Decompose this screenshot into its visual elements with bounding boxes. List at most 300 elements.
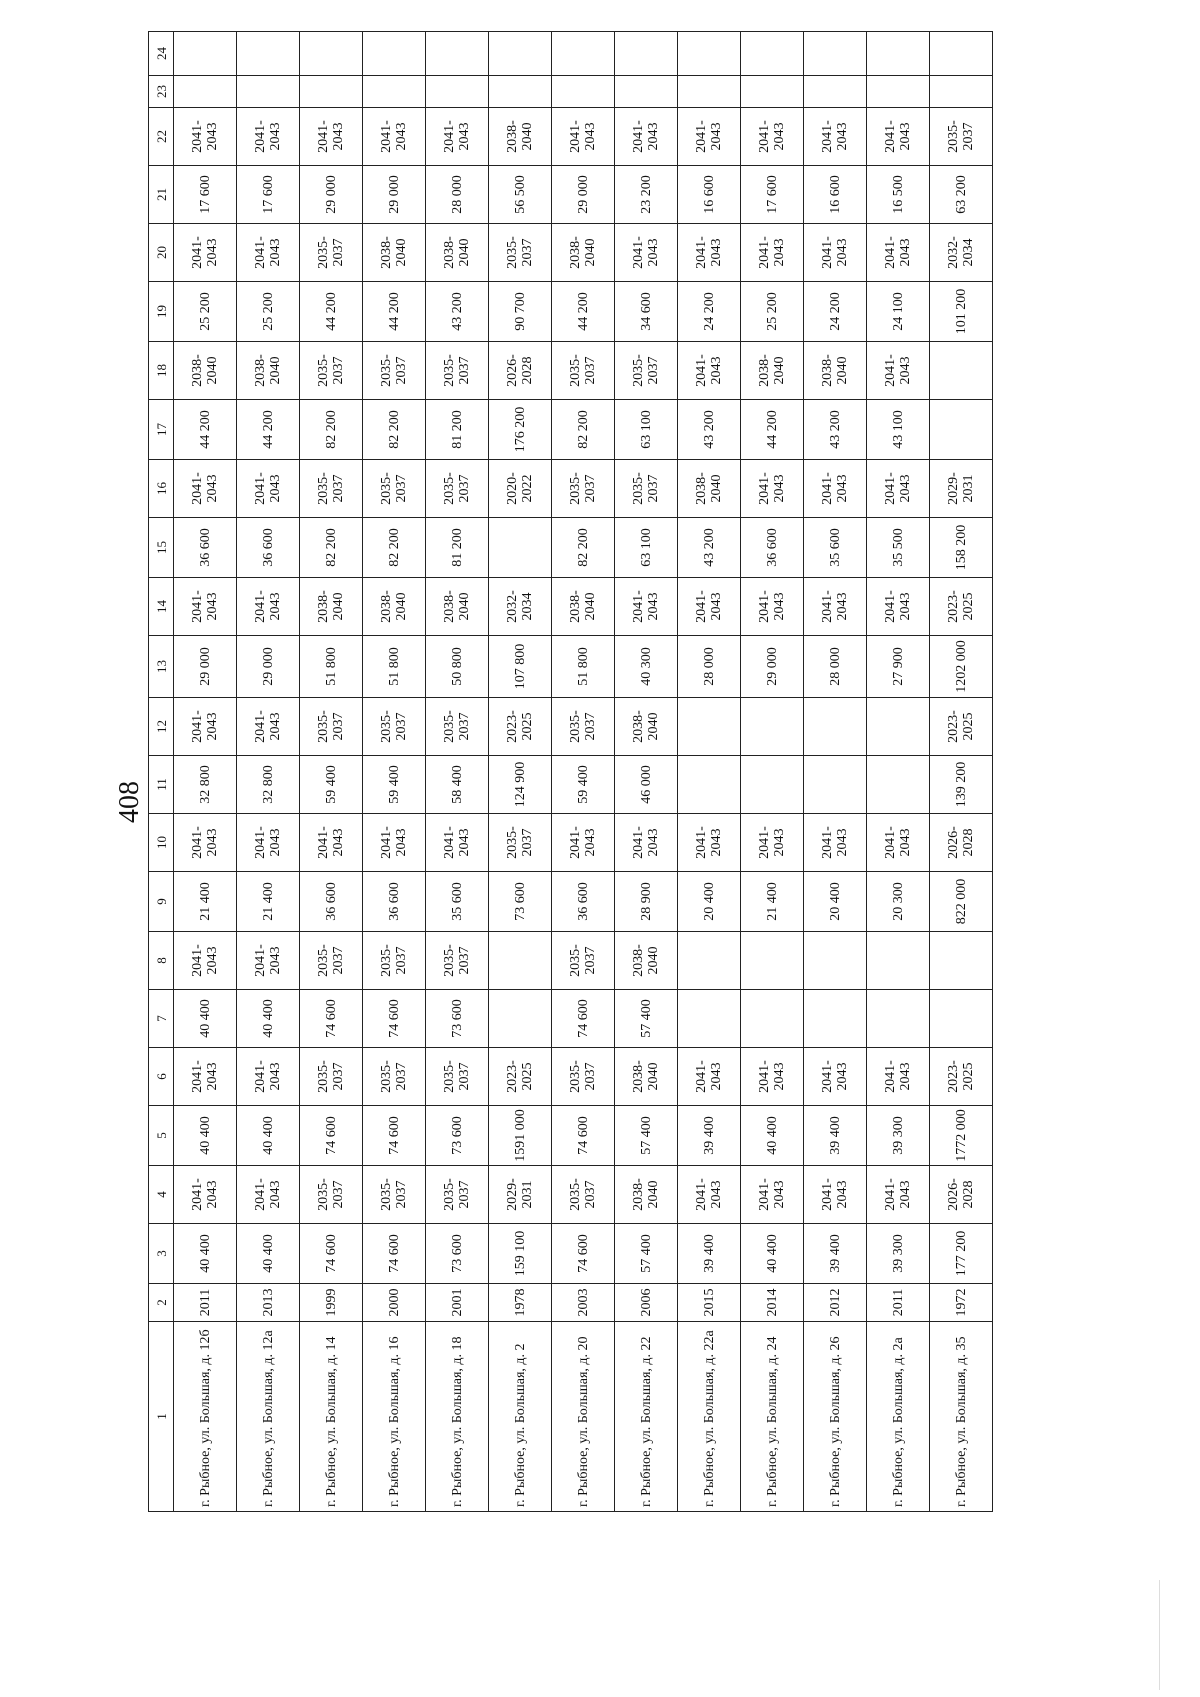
- table-cell: 21 400: [174, 872, 237, 932]
- column-number: 1: [149, 1322, 174, 1512]
- table-cell: 2041-2043: [741, 108, 804, 166]
- table-cell: 2011: [174, 1284, 237, 1322]
- table-cell: [741, 932, 804, 990]
- column-number: 12: [149, 698, 174, 756]
- table-cell: [489, 932, 552, 990]
- table-cell: [678, 76, 741, 108]
- column-number: 21: [149, 166, 174, 224]
- table-cell: 2041-2043: [552, 814, 615, 872]
- table-cell: 2035-2037: [300, 224, 363, 282]
- table-cell: 29 000: [741, 636, 804, 698]
- table-cell: 44 200: [741, 400, 804, 460]
- table-cell: [489, 32, 552, 76]
- table-cell: 36 600: [552, 872, 615, 932]
- table-cell: 2038-2040: [615, 932, 678, 990]
- address-cell: г. Рыбное, ул. Большая, д. 20: [552, 1322, 615, 1512]
- table-cell: 2035-2037: [363, 1166, 426, 1224]
- table-cell: [804, 756, 867, 814]
- table-cell: 43 200: [426, 282, 489, 342]
- table-cell: [741, 32, 804, 76]
- table-cell: 2032-2034: [489, 578, 552, 636]
- table-cell: 2041-2043: [174, 814, 237, 872]
- table-cell: 40 400: [174, 1106, 237, 1166]
- table-cell: 59 400: [363, 756, 426, 814]
- table-cell: 139 200: [930, 756, 993, 814]
- table-cell: 2035-2037: [300, 698, 363, 756]
- table-cell: 159 100: [489, 1224, 552, 1284]
- table-cell: 2032-2034: [930, 224, 993, 282]
- data-table: [148, 31, 993, 1512]
- table-cell: 74 600: [300, 1224, 363, 1284]
- table-cell: 2041-2043: [174, 224, 237, 282]
- table-cell: 1999: [300, 1284, 363, 1322]
- table-cell: 2035-2037: [300, 1048, 363, 1106]
- table-cell: 2035-2037: [426, 698, 489, 756]
- table-cell: 2038-2040: [363, 578, 426, 636]
- address-cell: г. Рыбное, ул. Большая, д. 2а: [867, 1322, 930, 1512]
- table-cell: 36 600: [363, 872, 426, 932]
- table-cell: 2041-2043: [174, 932, 237, 990]
- table-cell: 35 600: [804, 518, 867, 578]
- table-cell: [741, 698, 804, 756]
- table-cell: 39 400: [678, 1106, 741, 1166]
- table-cell: [867, 698, 930, 756]
- table-cell: 2041-2043: [678, 1048, 741, 1106]
- table-cell: 51 800: [300, 636, 363, 698]
- table-cell: 36 600: [300, 872, 363, 932]
- table-cell: 59 400: [552, 756, 615, 814]
- table-cell: 2035-2037: [426, 932, 489, 990]
- table-cell: 40 400: [237, 1224, 300, 1284]
- table-cell: [741, 756, 804, 814]
- table-cell: 25 200: [174, 282, 237, 342]
- table-cell: 82 200: [552, 518, 615, 578]
- table-cell: 2041-2043: [615, 108, 678, 166]
- table-row: [678, 32, 741, 1512]
- table-cell: 44 200: [363, 282, 426, 342]
- address-cell: г. Рыбное, ул. Большая, д. 24: [741, 1322, 804, 1512]
- table-cell: 2041-2043: [741, 224, 804, 282]
- table-cell: [804, 698, 867, 756]
- table-cell: 32 800: [237, 756, 300, 814]
- table-cell: 74 600: [363, 1106, 426, 1166]
- table-cell: [867, 990, 930, 1048]
- address-cell: г. Рыбное, ул. Большая, д. 14: [300, 1322, 363, 1512]
- table-cell: 28 900: [615, 872, 678, 932]
- table-cell: 2035-2037: [300, 460, 363, 518]
- table-cell: 2035-2037: [615, 342, 678, 400]
- table-cell: 2041-2043: [867, 460, 930, 518]
- table-cell: 2026-2028: [930, 814, 993, 872]
- table-cell: [741, 76, 804, 108]
- table-cell: 23 200: [615, 166, 678, 224]
- table-cell: 2038-2040: [615, 698, 678, 756]
- table-cell: 20 400: [804, 872, 867, 932]
- table-cell: 28 000: [804, 636, 867, 698]
- table-cell: 43 200: [678, 518, 741, 578]
- table-cell: [930, 400, 993, 460]
- address-cell: г. Рыбное, ул. Большая, д. 2: [489, 1322, 552, 1512]
- table-cell: 73 600: [426, 1106, 489, 1166]
- table-cell: 2041-2043: [237, 460, 300, 518]
- table-cell: [804, 32, 867, 76]
- table-cell: 73 600: [489, 872, 552, 932]
- table-cell: 2041-2043: [804, 460, 867, 518]
- table-cell: 2041-2043: [741, 1048, 804, 1106]
- column-number: 7: [149, 990, 174, 1048]
- table-cell: 50 800: [426, 636, 489, 698]
- table-cell: 2041-2043: [237, 224, 300, 282]
- table-cell: 2041-2043: [741, 814, 804, 872]
- table-cell: 2035-2037: [300, 932, 363, 990]
- table-cell: [237, 32, 300, 76]
- table-cell: 2023-2025: [930, 578, 993, 636]
- table-cell: 2020-2022: [489, 460, 552, 518]
- table-cell: [867, 32, 930, 76]
- table-cell: 2038-2040: [678, 460, 741, 518]
- column-number: 18: [149, 342, 174, 400]
- table-cell: 74 600: [552, 1106, 615, 1166]
- table-cell: [678, 990, 741, 1048]
- table-cell: 27 900: [867, 636, 930, 698]
- table-cell: 57 400: [615, 1224, 678, 1284]
- table-cell: 2023-2025: [489, 698, 552, 756]
- table-cell: 2041-2043: [804, 1048, 867, 1106]
- table-cell: [426, 32, 489, 76]
- table-cell: 2041-2043: [678, 1166, 741, 1224]
- column-number: 23: [149, 76, 174, 108]
- table-cell: 1978: [489, 1284, 552, 1322]
- table-cell: 20 300: [867, 872, 930, 932]
- table-cell: 2041-2043: [174, 108, 237, 166]
- table-cell: [867, 932, 930, 990]
- table-cell: [174, 76, 237, 108]
- table-cell: 2038-2040: [552, 578, 615, 636]
- table-cell: 2006: [615, 1284, 678, 1322]
- column-number: 17: [149, 400, 174, 460]
- table-row: [426, 32, 489, 1512]
- table-cell: 46 000: [615, 756, 678, 814]
- table-cell: 36 600: [174, 518, 237, 578]
- table-cell: [804, 76, 867, 108]
- table-cell: 2001: [426, 1284, 489, 1322]
- table-cell: 2041-2043: [678, 342, 741, 400]
- table-cell: 2041-2043: [867, 1048, 930, 1106]
- table-cell: 177 200: [930, 1224, 993, 1284]
- table-cell: 2035-2037: [552, 698, 615, 756]
- table-cell: 2041-2043: [237, 1048, 300, 1106]
- address-cell: г. Рыбное, ул. Большая, д. 18: [426, 1322, 489, 1512]
- table-cell: 2041-2043: [678, 224, 741, 282]
- table-cell: [426, 76, 489, 108]
- table-cell: 35 500: [867, 518, 930, 578]
- table-cell: 25 200: [237, 282, 300, 342]
- table-cell: 39 300: [867, 1224, 930, 1284]
- table-cell: 63 100: [615, 400, 678, 460]
- table-cell: 43 200: [804, 400, 867, 460]
- column-number: 10: [149, 814, 174, 872]
- table-cell: 2023-2025: [930, 698, 993, 756]
- table-cell: 2041-2043: [867, 342, 930, 400]
- table-cell: [867, 76, 930, 108]
- table-cell: 2041-2043: [174, 1048, 237, 1106]
- table-cell: 2041-2043: [741, 578, 804, 636]
- table-cell: 2041-2043: [615, 578, 678, 636]
- table-cell: 16 600: [678, 166, 741, 224]
- table-cell: [930, 32, 993, 76]
- table-cell: 74 600: [363, 1224, 426, 1284]
- table-cell: 2026-2028: [489, 342, 552, 400]
- table-cell: 2041-2043: [237, 698, 300, 756]
- table-cell: [300, 76, 363, 108]
- table-cell: [930, 990, 993, 1048]
- table-cell: 2038-2040: [426, 224, 489, 282]
- address-cell: г. Рыбное, ул. Большая, д. 35: [930, 1322, 993, 1512]
- table-cell: 2038-2040: [237, 342, 300, 400]
- table-cell: 2041-2043: [804, 108, 867, 166]
- table-cell: 73 600: [426, 1224, 489, 1284]
- column-number: 4: [149, 1166, 174, 1224]
- table-cell: 35 600: [426, 872, 489, 932]
- column-number: 16: [149, 460, 174, 518]
- table-cell: 39 400: [678, 1224, 741, 1284]
- table-cell: 17 600: [237, 166, 300, 224]
- table-cell: 82 200: [300, 518, 363, 578]
- table-cell: 2012: [804, 1284, 867, 1322]
- table-cell: 40 400: [237, 1106, 300, 1166]
- table-row: [552, 32, 615, 1512]
- table-cell: 36 600: [741, 518, 804, 578]
- column-number: 13: [149, 636, 174, 698]
- table-cell: [930, 342, 993, 400]
- table-cell: 2041-2043: [300, 108, 363, 166]
- table-cell: 82 200: [363, 518, 426, 578]
- table-cell: 40 400: [237, 990, 300, 1048]
- table-cell: 2041-2043: [174, 698, 237, 756]
- table-cell: 57 400: [615, 990, 678, 1048]
- table-cell: 107 800: [489, 636, 552, 698]
- address-cell: г. Рыбное, ул. Большая, д. 22а: [678, 1322, 741, 1512]
- table-cell: 36 600: [237, 518, 300, 578]
- address-cell: г. Рыбное, ул. Большая, д. 12а: [237, 1322, 300, 1512]
- column-number: 9: [149, 872, 174, 932]
- table-cell: 74 600: [552, 990, 615, 1048]
- table-cell: 2038-2040: [615, 1048, 678, 1106]
- table-cell: 2029-2031: [930, 460, 993, 518]
- table-cell: 17 600: [174, 166, 237, 224]
- table-cell: 2038-2040: [174, 342, 237, 400]
- table-cell: [615, 32, 678, 76]
- table-cell: 176 200: [489, 400, 552, 460]
- table-cell: 44 200: [237, 400, 300, 460]
- table-cell: 2038-2040: [741, 342, 804, 400]
- column-number: 20: [149, 224, 174, 282]
- table-cell: 34 600: [615, 282, 678, 342]
- table-cell: 2035-2037: [930, 108, 993, 166]
- table-cell: 2041-2043: [804, 578, 867, 636]
- table-cell: 43 100: [867, 400, 930, 460]
- table-cell: 2041-2043: [237, 1166, 300, 1224]
- table-cell: 2041-2043: [174, 578, 237, 636]
- table-cell: 2038-2040: [804, 342, 867, 400]
- table-cell: 2041-2043: [867, 814, 930, 872]
- table-cell: 29 000: [363, 166, 426, 224]
- table-cell: 2041-2043: [804, 1166, 867, 1224]
- table-cell: 2041-2043: [867, 224, 930, 282]
- table-cell: 2041-2043: [237, 932, 300, 990]
- table-cell: 2035-2037: [615, 460, 678, 518]
- table-cell: 1972: [930, 1284, 993, 1322]
- table-row: [489, 32, 552, 1512]
- table-cell: 25 200: [741, 282, 804, 342]
- table-cell: 32 800: [174, 756, 237, 814]
- table-cell: 82 200: [552, 400, 615, 460]
- table-row: [930, 32, 993, 1512]
- table-cell: 2035-2037: [552, 1166, 615, 1224]
- table-cell: 57 400: [615, 1106, 678, 1166]
- table-cell: 2035-2037: [489, 224, 552, 282]
- table-cell: 2038-2040: [300, 578, 363, 636]
- table-cell: 17 600: [741, 166, 804, 224]
- table-cell: [489, 76, 552, 108]
- table-cell: 16 500: [867, 166, 930, 224]
- table-cell: 29 000: [552, 166, 615, 224]
- column-number: 14: [149, 578, 174, 636]
- column-number-row: [149, 32, 174, 1512]
- table-cell: 2041-2043: [867, 108, 930, 166]
- table-cell: [804, 932, 867, 990]
- table-cell: 1772 000: [930, 1106, 993, 1166]
- table-row: [615, 32, 678, 1512]
- table-cell: 29 000: [174, 636, 237, 698]
- table-cell: 2014: [741, 1284, 804, 1322]
- column-number: 6: [149, 1048, 174, 1106]
- table-cell: [552, 76, 615, 108]
- table-cell: [678, 32, 741, 76]
- table-cell: 58 400: [426, 756, 489, 814]
- table-cell: 2035-2037: [363, 460, 426, 518]
- table-cell: [237, 76, 300, 108]
- table-cell: [174, 32, 237, 76]
- table-cell: 2035-2037: [363, 698, 426, 756]
- table-cell: 1591 000: [489, 1106, 552, 1166]
- column-number: 8: [149, 932, 174, 990]
- address-cell: г. Рыбное, ул. Большая, д. 12б: [174, 1322, 237, 1512]
- column-number: 15: [149, 518, 174, 578]
- table-cell: 29 000: [300, 166, 363, 224]
- table-cell: 101 200: [930, 282, 993, 342]
- table-cell: 822 000: [930, 872, 993, 932]
- column-number: 22: [149, 108, 174, 166]
- table-cell: 2041-2043: [426, 108, 489, 166]
- table-cell: 2041-2043: [237, 108, 300, 166]
- address-cell: г. Рыбное, ул. Большая, д. 22: [615, 1322, 678, 1512]
- table-cell: 2038-2040: [552, 224, 615, 282]
- table-cell: 2035-2037: [552, 932, 615, 990]
- table-cell: 2041-2043: [867, 578, 930, 636]
- table-cell: 74 600: [300, 1106, 363, 1166]
- table-cell: 16 600: [804, 166, 867, 224]
- table-cell: 73 600: [426, 990, 489, 1048]
- table-cell: 2041-2043: [426, 814, 489, 872]
- table-cell: 28 000: [426, 166, 489, 224]
- table-cell: 2041-2043: [804, 224, 867, 282]
- table-cell: 2035-2037: [489, 814, 552, 872]
- table-cell: [615, 76, 678, 108]
- table-cell: 2023-2025: [930, 1048, 993, 1106]
- table-cell: 2035-2037: [552, 1048, 615, 1106]
- table-cell: 158 200: [930, 518, 993, 578]
- table-row: [363, 32, 426, 1512]
- table-cell: 81 200: [426, 400, 489, 460]
- table-cell: [867, 756, 930, 814]
- table-cell: 2003: [552, 1284, 615, 1322]
- table-cell: 2035-2037: [552, 342, 615, 400]
- table-cell: 2038-2040: [615, 1166, 678, 1224]
- table-cell: 51 800: [552, 636, 615, 698]
- column-number: 5: [149, 1106, 174, 1166]
- table-cell: 56 500: [489, 166, 552, 224]
- table-cell: 2026-2028: [930, 1166, 993, 1224]
- table-cell: 2041-2043: [678, 108, 741, 166]
- table-cell: 29 000: [237, 636, 300, 698]
- address-cell: г. Рыбное, ул. Большая, д. 26: [804, 1322, 867, 1512]
- table-cell: 2041-2043: [174, 460, 237, 518]
- table-cell: 74 600: [552, 1224, 615, 1284]
- table-cell: 39 400: [804, 1106, 867, 1166]
- column-number: 19: [149, 282, 174, 342]
- table-cell: 2015: [678, 1284, 741, 1322]
- table-row: [867, 32, 930, 1512]
- table-cell: 40 300: [615, 636, 678, 698]
- table-cell: 2041-2043: [678, 578, 741, 636]
- table-cell: 2041-2043: [237, 814, 300, 872]
- table-cell: 24 200: [678, 282, 741, 342]
- table-cell: 82 200: [300, 400, 363, 460]
- table-cell: 2041-2043: [678, 814, 741, 872]
- table-cell: 2041-2043: [363, 108, 426, 166]
- table-cell: 63 100: [615, 518, 678, 578]
- table-cell: 2041-2043: [615, 814, 678, 872]
- table-cell: 2000: [363, 1284, 426, 1322]
- table-cell: 82 200: [363, 400, 426, 460]
- table-cell: 2035-2037: [300, 342, 363, 400]
- table-row: [300, 32, 363, 1512]
- table-cell: 2041-2043: [237, 578, 300, 636]
- table-cell: 44 200: [552, 282, 615, 342]
- table-cell: [363, 76, 426, 108]
- table-cell: 2041-2043: [804, 814, 867, 872]
- column-number: 11: [149, 756, 174, 814]
- table-cell: 74 600: [363, 990, 426, 1048]
- table-cell: [741, 990, 804, 1048]
- table-row: [237, 32, 300, 1512]
- table-cell: 2038-2040: [363, 224, 426, 282]
- column-number: 2: [149, 1284, 174, 1322]
- table-cell: 40 400: [174, 990, 237, 1048]
- table-cell: 21 400: [237, 872, 300, 932]
- table-cell: [300, 32, 363, 76]
- table-cell: 63 200: [930, 166, 993, 224]
- table-cell: [678, 698, 741, 756]
- table-cell: 81 200: [426, 518, 489, 578]
- table-cell: 2041-2043: [174, 1166, 237, 1224]
- table-row: [741, 32, 804, 1512]
- table-cell: 2029-2031: [489, 1166, 552, 1224]
- table-cell: 59 400: [300, 756, 363, 814]
- table-cell: 51 800: [363, 636, 426, 698]
- table-cell: [804, 990, 867, 1048]
